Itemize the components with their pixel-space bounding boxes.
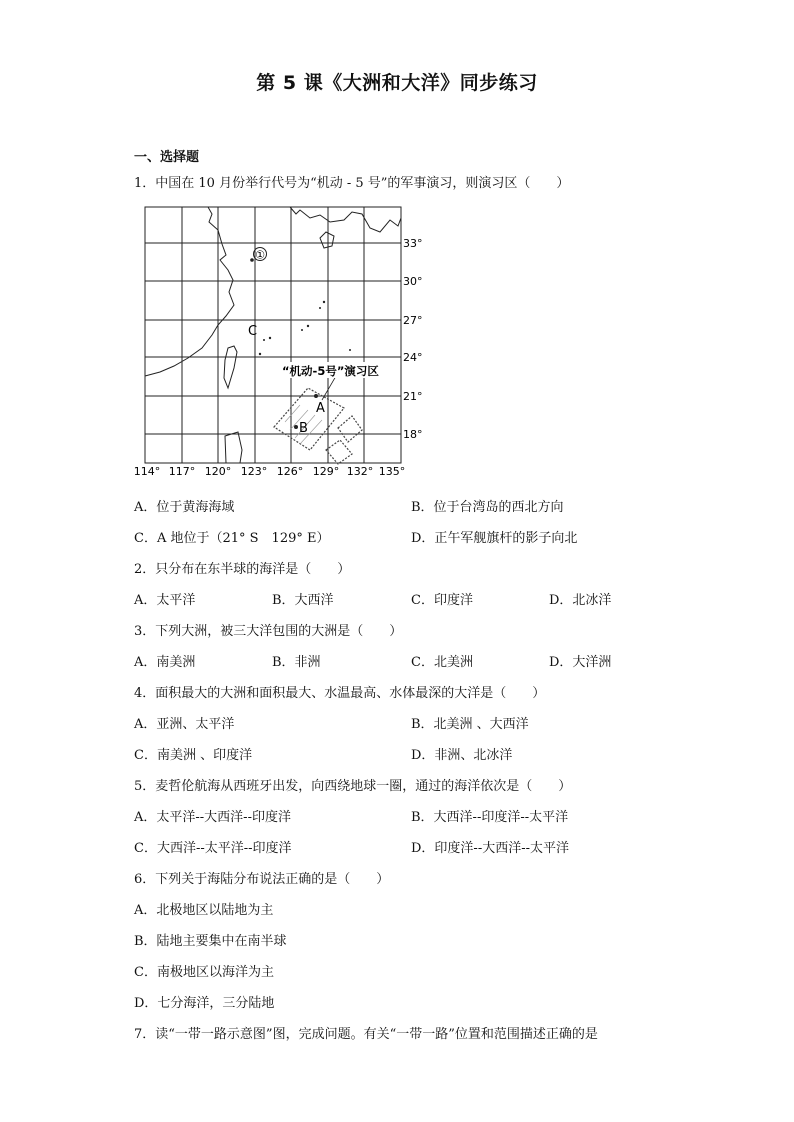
q2-option-b: B．大西洋 (272, 593, 334, 608)
point-c-label: C (248, 324, 258, 339)
q6-option-c: C．南极地区以海洋为主 (134, 965, 274, 980)
q1-option-a: A．位于黄海海域 (134, 500, 235, 515)
point-a-label: A (316, 401, 325, 416)
question-7-stem: 7．读“一带一路示意图”图，完成问题。有关“一带一路”位置和范围描述正确的是 (134, 1027, 598, 1042)
q6-option-d: D．七分海洋，三分陆地 (134, 996, 275, 1011)
point-b-dot (294, 425, 298, 429)
china-coastline (145, 207, 234, 376)
svg-text:21°: 21° (403, 390, 423, 403)
exercise-label: “机动-5号”演习区 (282, 364, 379, 378)
luzon-island (225, 432, 242, 463)
q3-option-c: C．北美洲 (411, 655, 473, 670)
question-6-stem: 6．下列关于海陆分布说法正确的是（ ） (134, 872, 390, 887)
japan-coastline (290, 207, 401, 232)
kyushu-island (320, 232, 334, 248)
svg-text:30°: 30° (403, 275, 423, 288)
latitude-labels (403, 237, 423, 441)
q4-option-d: D．非洲、北冰洋 (411, 748, 513, 763)
taiwan-island (224, 346, 237, 388)
svg-text:24°: 24° (403, 351, 423, 364)
point-b-label: B (299, 421, 308, 436)
svg-text:126°: 126° (276, 465, 304, 478)
svg-text:117°: 117° (168, 465, 196, 478)
svg-text:120°: 120° (204, 465, 232, 478)
q6-option-a: A．北极地区以陆地为主 (134, 903, 274, 918)
svg-text:33°: 33° (403, 237, 423, 250)
q1-option-c: C．A 地位于（21° S 129° E） (134, 531, 330, 546)
point-1-label: ① (255, 248, 265, 262)
map-grid (145, 207, 401, 463)
q5-option-b: B．大西洋--印度洋--太平洋 (411, 810, 569, 825)
svg-text:135°: 135° (378, 465, 406, 478)
q5-option-c: C．大西洋--太平洋--印度洋 (134, 841, 292, 856)
q4-option-b: B．北美洲 、大西洋 (411, 717, 529, 732)
exercise-zone (274, 388, 362, 464)
longitude-labels (134, 465, 406, 478)
q4-option-c: C．南美洲 、印度洋 (134, 748, 253, 763)
section-heading: 一、选择题 (134, 150, 200, 165)
svg-text:129°: 129° (312, 465, 340, 478)
svg-text:114°: 114° (133, 465, 161, 478)
svg-text:123°: 123° (240, 465, 268, 478)
svg-text:27°: 27° (403, 314, 423, 327)
page-title: 第 5 课《大洲和大洋》同步练习 (256, 72, 538, 94)
question-2-stem: 2．只分布在东半球的海洋是（ ） (134, 562, 351, 577)
question-5-stem: 5．麦哲伦航海从西班牙出发，向西绕地球一圈，通过的海洋依次是（ ） (134, 779, 572, 794)
question-3-stem: 3．下列大洲，被三大洋包围的大洲是（ ） (134, 624, 403, 639)
ryukyu-islands (259, 301, 351, 355)
q4-option-a: A．亚洲、太平洋 (134, 717, 235, 732)
q1-option-b: B．位于台湾岛的西北方向 (411, 500, 564, 515)
q3-option-b: B．非洲 (272, 655, 321, 670)
q3-option-d: D．大洋洲 (549, 655, 612, 670)
q2-option-a: A．太平洋 (134, 593, 196, 608)
q2-option-d: D．北冰洋 (549, 593, 612, 608)
q3-option-a: A．南美洲 (134, 655, 196, 670)
q2-option-c: C．印度洋 (411, 593, 473, 608)
question-1-stem: 1．中国在 10 月份举行代号为“机动 - 5 号”的军事演习，则演习区（ ） (134, 176, 570, 191)
q5-option-d: D．印度洋--大西洋--太平洋 (411, 841, 569, 856)
q6-option-b: B．陆地主要集中在南半球 (134, 934, 287, 949)
q1-option-d: D．正午军舰旗杆的影子向北 (411, 531, 578, 546)
point-a-dot (314, 394, 318, 398)
svg-text:18°: 18° (403, 428, 423, 441)
exercise-area-map (130, 200, 423, 478)
q5-option-a: A．太平洋--大西洋--印度洋 (134, 810, 291, 825)
point-1-dot (250, 258, 254, 262)
question-4-stem: 4．面积最大的大洲和面积最大、水温最高、水体最深的大洋是（ ） (134, 686, 546, 701)
svg-text:132°: 132° (346, 465, 374, 478)
